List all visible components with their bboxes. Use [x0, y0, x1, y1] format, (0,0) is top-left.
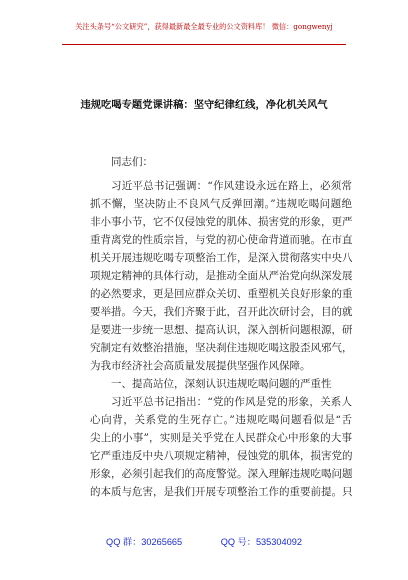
paragraph-line: 尖上的小事”，实则是关乎党在人民群众心中形象的大事 — [90, 432, 352, 444]
paragraph-line: 机关开展违规吃喝专项整治工作，是深入贯彻落实中央八 — [90, 252, 352, 264]
paragraph-line: 抓不懈，坚决防止不良风气反弹回潮。”违规吃喝问题绝 — [90, 198, 352, 210]
paragraph-line: 是要进一步统一思想、提高认识，深入剖析问题根源，研 — [90, 324, 352, 336]
paragraph-1 — [90, 177, 352, 375]
paragraph-line: 非小事小节，它不仅侵蚀党的肌体、损害党的形象，更严 — [90, 216, 352, 228]
qq-number-link[interactable]: QQ 号：535304092 — [220, 537, 302, 547]
paragraph-2 — [90, 393, 352, 501]
paragraph-line: 的本质与危害，是我们开展专项整治工作的重要前提。只 — [90, 486, 352, 498]
document-title: 违规吃喝专题党课讲稿：坚守纪律红线，净化机关风气 — [80, 99, 328, 111]
paragraph-line: 究制定有效整治措施，坚决刹住违规吃喝这股歪风邪气， — [90, 342, 352, 354]
paragraph-line: 项规定精神的具体行动，是推动全面从严治党向纵深发展 — [90, 270, 352, 282]
document-body — [90, 153, 352, 501]
paragraph-line: 要举措。今天，我们齐聚于此，召开此次研讨会，目的就 — [90, 306, 352, 318]
salutation: 同志们： — [111, 156, 153, 168]
paragraph-line: 的必然要求，更是回应群众关切、重塑机关良好形象的重 — [90, 288, 352, 300]
section-heading: 一、提高站位，深刻认识违规吃喝问题的严重性 — [111, 378, 332, 390]
paragraph-line: 形象，必须引起我们的高度警觉。深入理解违规吃喝问题 — [90, 468, 352, 480]
paragraph-line: 习近平总书记强调：“作风建设永远在路上，必须常 — [111, 180, 352, 192]
header-banner[interactable]: 关注头条号“公文研究”，获得最新最全最专业的公文资料库！ 微信：gongwenyj — [75, 22, 333, 31]
paragraph-line: 心向背，关系党的生死存亡。”违规吃喝问题看似是“舌 — [90, 414, 352, 426]
paragraph-line: 为我市经济社会高质量发展提供坚强作风保障。 — [90, 360, 311, 372]
paragraph-line: 习近平总书记指出：“党的作风是党的形象，关系人 — [111, 396, 352, 408]
paragraph-line: 重背离党的性质宗旨，与党的初心使命背道而驰。在市直 — [90, 234, 352, 246]
footer-contact — [0, 534, 408, 548]
paragraph-line: 它严重违反中央八项规定精神，侵蚀党的肌体，损害党的 — [90, 450, 352, 462]
header-rule — [62, 44, 346, 45]
qq-group-link[interactable]: QQ 群：30265665 — [106, 537, 183, 547]
